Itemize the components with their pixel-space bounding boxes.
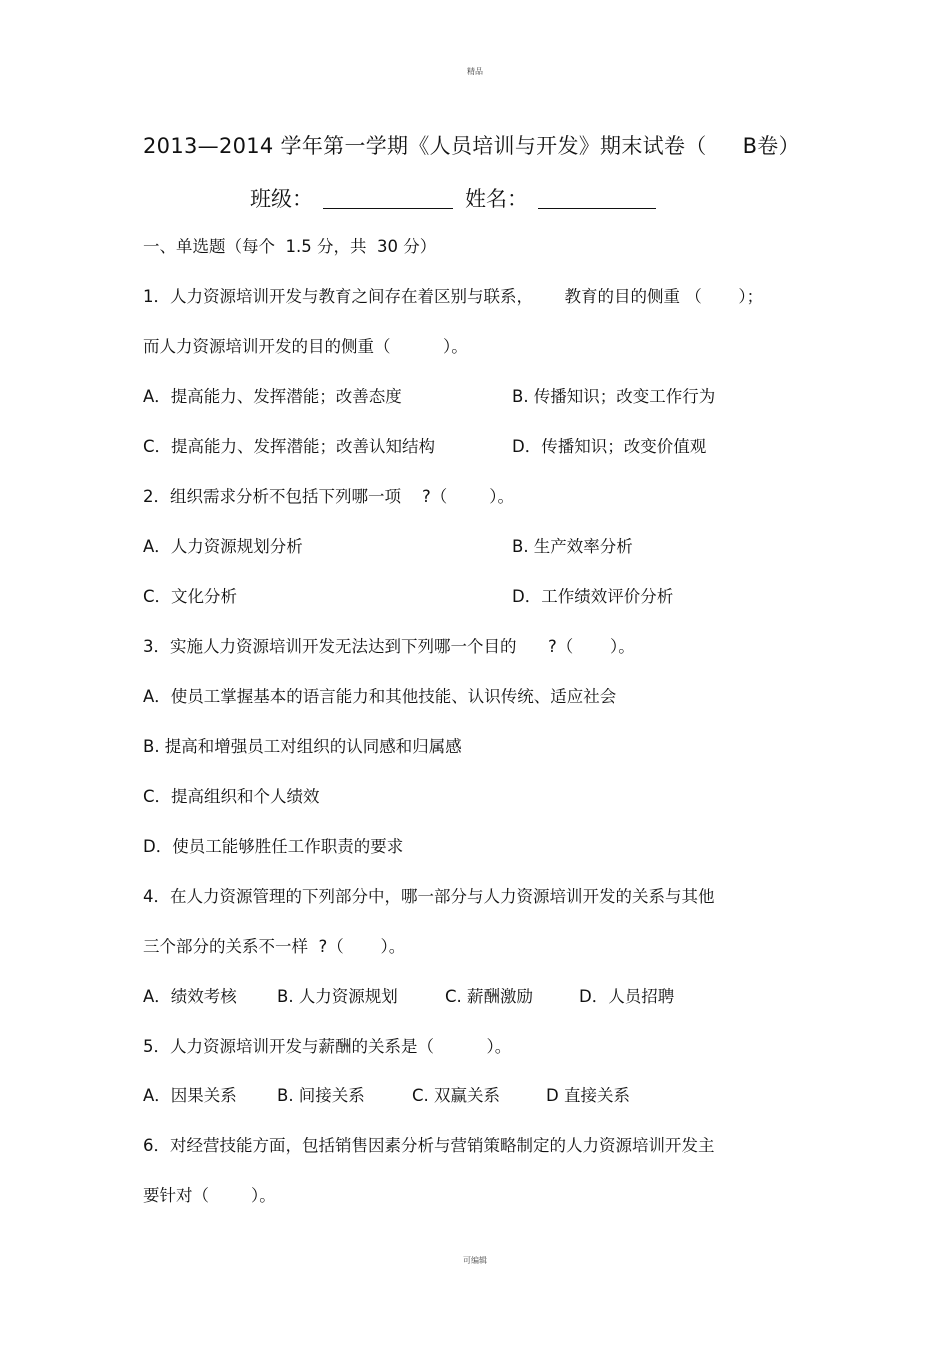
question-3-option-b: B. 提高和增强员工对组织的认同感和归属感	[143, 737, 462, 756]
question-5-stem: 5．人力资源培训开发与薪酬的关系是（ ）。	[143, 1037, 512, 1056]
question-1-stem-line-2: 而人力资源培训开发的目的侧重（ ）。	[143, 337, 468, 356]
class-label: 班级：	[250, 187, 313, 211]
question-6-stem-line-2: 要针对（ ）。	[143, 1186, 276, 1205]
question-2-option-c: C．文化分析	[143, 587, 238, 606]
question-4-option-c: C. 薪酬激励	[445, 987, 534, 1006]
header-watermark: 精品	[467, 67, 483, 76]
question-5-option-d: D 直接关系	[546, 1086, 630, 1105]
question-5-option-a: A．因果关系	[143, 1086, 237, 1105]
question-1-option-a: A．提高能力、发挥潜能；改善态度	[143, 387, 402, 406]
question-1-option-c: C．提高能力、发挥潜能；改善认知结构	[143, 437, 436, 456]
section-heading: 一、单选题（每个 1.5 分，共 30 分）	[143, 237, 437, 256]
question-4-stem-line-1: 4．在人力资源管理的下列部分中，哪一部分与人力资源培训开发的关系与其他	[143, 887, 715, 906]
question-6-stem-line-1: 6．对经营技能方面，包括销售因素分析与营销策略制定的人力资源培训开发主	[143, 1136, 715, 1155]
exam-title-tail: B卷）	[742, 134, 800, 158]
question-4-option-b: B. 人力资源规划	[277, 987, 398, 1006]
question-5-option-c: C. 双赢关系	[412, 1086, 501, 1105]
question-4-stem-line-2: 三个部分的关系不一样 ?（ ）。	[143, 937, 406, 956]
question-2-stem: 2．组织需求分析不包括下列哪一项 ?（ ）。	[143, 487, 514, 506]
question-1-stem-line-1: 1．人力资源培训开发与教育之间存在着区别与联系， 教育的目的侧重 （ ）；	[143, 287, 764, 306]
question-2-option-d: D．工作绩效评价分析	[512, 587, 674, 606]
question-1-option-d: D．传播知识；改变价值观	[512, 437, 707, 456]
name-blank	[538, 188, 656, 209]
question-2-option-b: B. 生产效率分析	[512, 537, 633, 556]
question-4-option-d: D．人员招聘	[579, 987, 675, 1006]
class-blank	[323, 188, 453, 209]
question-3-option-d: D．使员工能够胜任工作职责的要求	[143, 837, 404, 856]
question-1-option-b: B. 传播知识；改变工作行为	[512, 387, 716, 406]
question-2-option-a: A．人力资源规划分析	[143, 537, 303, 556]
question-3-option-c: C．提高组织和个人绩效	[143, 787, 320, 806]
question-4-option-a: A．绩效考核	[143, 987, 237, 1006]
exam-title-main: 2013—2014 学年第一学期《人员培训与开发》期末试卷（	[143, 134, 707, 158]
student-info-line	[250, 183, 656, 213]
name-label: 姓名：	[465, 187, 528, 211]
question-3-option-a: A．使员工掌握基本的语言能力和其他技能、认识传统、适应社会	[143, 687, 617, 706]
footer-watermark: 可编辑	[463, 1256, 487, 1265]
question-3-stem: 3．实施人力资源培训开发无法达到下列哪一个目的 ?（ ）。	[143, 637, 635, 656]
exam-title	[143, 130, 800, 160]
question-5-option-b: B. 间接关系	[277, 1086, 365, 1105]
